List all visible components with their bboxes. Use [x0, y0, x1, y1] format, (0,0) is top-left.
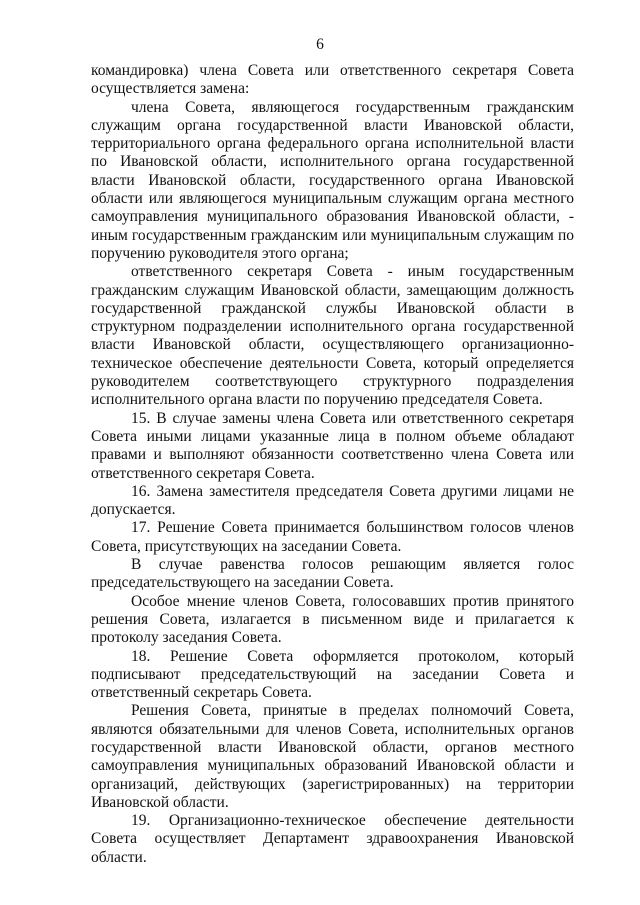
- paragraph-item-15: 15. В случае замены члена Совета или ответственного секретаря Совета иными лицами указанные лица в полном объеме обладают правами и выполняют обязанности соответственно члена Совета или ответственного секретаря Совета.: [91, 409, 574, 482]
- paragraph-item-18: 18. Решение Совета оформляется протоколом, который подписывают председательствующий на заседании Совета и ответственный секретарь Совета.: [91, 647, 574, 702]
- paragraph-secretary-replacement: ответственного секретаря Совета - иным государственным гражданским служащим Ивановской области, замещающим должность государственной гражданской службы Ивановской области в структурном подразделении исполнительного органа государственной власти Ивановской области, осуществляющего организационно-техническое обеспечение деятельности Совета, который определяется руководителем соответствующего структурного подразделения исполнительного органа власти по поручению председателя Совета.: [91, 263, 574, 409]
- paragraph-tie-vote: В случае равенства голосов решающим является голос председательствующего на заседании Совета.: [91, 556, 574, 592]
- document-body: [91, 62, 574, 867]
- page-number: 6: [316, 36, 324, 53]
- paragraph-dissenting-opinion: Особое мнение членов Совета, голосовавших против принятого решения Совета, излагается в письменном виде и прилагается к протоколу заседания Совета.: [91, 592, 574, 647]
- paragraph-item-17: 17. Решение Совета принимается большинством голосов членов Совета, присутствующих на заседании Совета.: [91, 519, 574, 555]
- paragraph-item-16: 16. Замена заместителя председателя Совета другими лицами не допускается.: [91, 482, 574, 519]
- paragraph-continuation: командировка) члена Совета или ответственного секретаря Совета осуществляется замена:: [91, 62, 574, 98]
- paragraph-item-19: 19. Организационно-техническое обеспечение деятельности Совета осуществляет Департамент здравоохранения Ивановской области.: [91, 812, 574, 866]
- paragraph-council-member-replacement: члена Совета, являющегося государственным гражданским служащим органа государственной власти Ивановской области, территориального органа федерального органа исполнительной власти по Ивановской области, исполнительного органа государственной власти Ивановской области, государственного органа Ивановской области или являющегося муниципальным служащим органа местного самоуправления муниципального образования Ивановской области, - иным государственным гражданским или муниципальным служащим по поручению руководителя этого органа;: [91, 98, 574, 262]
- paragraph-binding-decisions: Решения Совета, принятые в пределах полномочий Совета, являются обязательными для членов Совета, исполнительных органов государственной власти Ивановской области, органов местного самоуправления муниципальных образований Ивановской области и организаций, действующих (зарегистрированных) на территории Ивановской области.: [91, 702, 574, 811]
